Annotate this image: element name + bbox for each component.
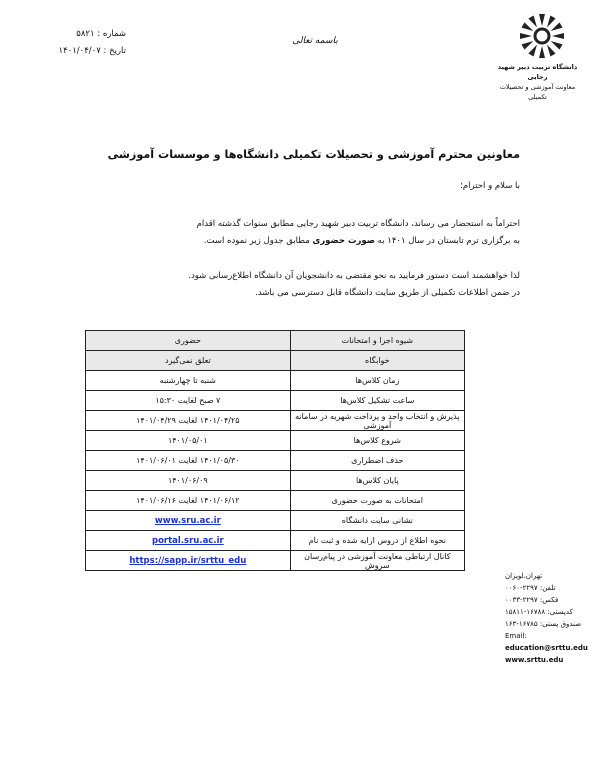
logo-caption xyxy=(490,62,585,102)
department-name: معاونت آموزشی و تحصیلات تکمیلی xyxy=(499,83,576,101)
table-cell-label: پذیرش و انتخاب واحد و پرداخت شهریه در سامانه آموزشی xyxy=(290,411,464,431)
paragraph-1-text-b: مطابق جدول زیر نموده است. xyxy=(203,236,313,246)
paragraph-2-line-2: در ضمن اطلاعات تکمیلی از طریق سایت دانشگاه قابل دسترسی می باشد. xyxy=(255,288,520,298)
paragraph-1-emphasis: صورت حضوری xyxy=(312,236,375,246)
table-row xyxy=(86,451,465,471)
table-row xyxy=(86,491,465,511)
table-row xyxy=(86,351,465,371)
paragraph-1-text-a: به برگزاری ترم تابستان در سال ۱۴۰۱ به xyxy=(374,236,520,246)
table-cell-value: ۱۴۰۱/۰۴/۲۵ لغایت ۱۴۰۱/۰۴/۲۹ xyxy=(86,411,291,431)
table-row xyxy=(86,411,465,431)
letter-date: تاریخ : ۱۴۰۱/۰۴/۰۷ xyxy=(58,46,126,56)
table-row xyxy=(86,331,465,351)
paragraph-1-line-2 xyxy=(60,233,520,250)
contact-website[interactable]: www.srttu.edu xyxy=(505,656,564,664)
table-cell-value: تعلق نمی‌گیرد xyxy=(86,351,291,371)
table-cell-value: ۱۴۰۱/۰۵/۳۰ لغایت ۱۴۰۱/۰۶/۰۱ xyxy=(86,451,291,471)
table-cell-label: نحوه اطلاع از دروس ارایه شده و ثبت نام xyxy=(290,531,464,551)
table-cell-value: ۱۴۰۱/۰۶/۰۹ xyxy=(86,471,291,491)
paragraph-1-line-1: احتراماً به استحضار می رساند، دانشگاه تربیت دبیر شهید رجایی مطابق سنوات گذشته اقدام xyxy=(196,219,520,229)
table-row xyxy=(86,371,465,391)
table-cell-label: حذف اضطراری xyxy=(290,451,464,471)
table-cell-label: شروع کلاس‌ها xyxy=(290,431,464,451)
contact-email-label: Email: xyxy=(505,632,527,640)
greeting: با سلام و احترام؛ xyxy=(460,181,520,191)
schedule-table xyxy=(85,330,465,571)
letter-number: شماره : ۵۸۲۱ xyxy=(76,29,126,39)
letter-meta xyxy=(56,26,126,60)
paragraph-2 xyxy=(60,268,520,302)
table-row xyxy=(86,431,465,451)
paragraph-1 xyxy=(60,216,520,250)
letter-addressee: معاونین محترم آموزشی و تحصیلات تکمیلی دانشگاه‌ها و موسسات آموزشی xyxy=(107,148,520,161)
table-cell-label: کانال ارتباطی معاونت آموزشی در پیام‌رسان سروش xyxy=(290,551,464,571)
contact-email[interactable]: education@srttu.edu xyxy=(505,644,588,652)
contact-fax: فکس: ۲۲۹۷-۰۰۳۳ xyxy=(505,596,559,604)
table-cell-link[interactable]: https://sapp.ir/srttu_edu xyxy=(86,551,291,571)
table-cell-link[interactable]: portal.sru.ac.ir xyxy=(86,531,291,551)
contact-po-box: صندوق پستی: ۱۶۷۸۵-۱۶۳ xyxy=(505,620,582,628)
table-row xyxy=(86,531,465,551)
university-name: دانشگاه تربیت دبیر شهید رجایی xyxy=(497,63,578,81)
table-cell-label: زمان کلاس‌ها xyxy=(290,371,464,391)
table-cell-value: ۷ صبح لغایت ۱۵:۳۰ xyxy=(86,391,291,411)
schedule-table-body xyxy=(86,331,465,571)
table-cell-label: شیوه اجرا و امتحانات xyxy=(290,331,464,351)
table-row xyxy=(86,511,465,531)
table-cell-label: امتحانات به صورت حضوری xyxy=(290,491,464,511)
table-cell-value: حضوری xyxy=(86,331,291,351)
table-row xyxy=(86,551,465,571)
table-cell-label: نشانی سایت دانشگاه xyxy=(290,511,464,531)
table-row xyxy=(86,471,465,491)
university-logo-icon xyxy=(500,8,570,68)
table-cell-link[interactable]: www.sru.ac.ir xyxy=(86,511,291,531)
contact-city: تهران،لویزان xyxy=(505,572,543,580)
contact-postal-code: کدپستی: ۱۶۷۸۸-۱۵۸۱۱ xyxy=(505,608,573,616)
contact-info xyxy=(505,570,590,666)
table-cell-value: ۱۴۰۱/۰۵/۰۱ xyxy=(86,431,291,451)
table-row xyxy=(86,391,465,411)
table-cell-value: ۱۴۰۱/۰۶/۱۲ لغایت ۱۴۰۱/۰۶/۱۶ xyxy=(86,491,291,511)
bismillah: باسمه تعالی xyxy=(292,36,338,46)
table-cell-label: خوابگاه xyxy=(290,351,464,371)
table-cell-label: پایان کلاس‌ها xyxy=(290,471,464,491)
table-cell-value: شنبه تا چهارشنبه xyxy=(86,371,291,391)
table-cell-label: ساعت تشکیل کلاس‌ها xyxy=(290,391,464,411)
paragraph-2-line-1: لذا خواهشمند است دستور فرمایید به نحو مقتضی به دانشجویان آن دانشگاه اطلاع‌رسانی شود. xyxy=(188,271,520,281)
contact-phone: تلفن: ۲۲۹۷-۰۰۶۰ xyxy=(505,584,556,592)
